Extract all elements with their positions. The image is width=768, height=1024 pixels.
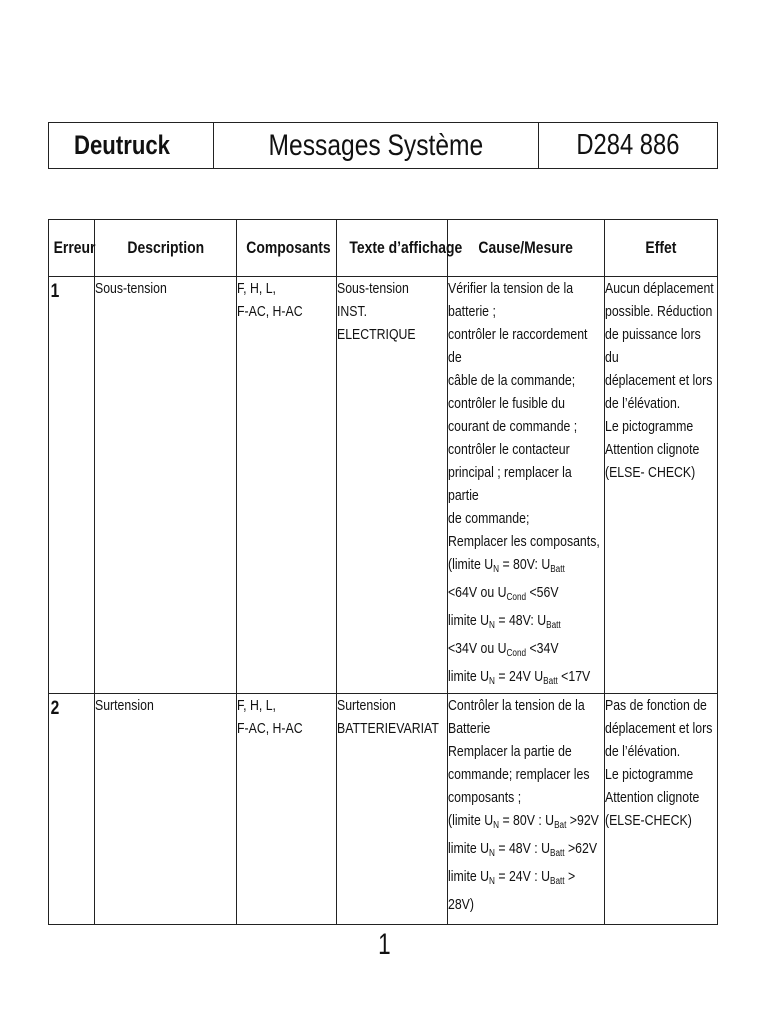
document-title	[214, 123, 539, 169]
subscript: Cond	[506, 648, 527, 659]
description-cell	[95, 277, 237, 694]
cell-line: limite $U_N = 24V$ $U_{Batt} <17V$	[448, 668, 591, 687]
cell-line: Sous-tension	[337, 280, 409, 297]
subscript: Bat	[554, 820, 567, 831]
cell-text	[95, 694, 236, 717]
cell-line: de l’élévation.	[605, 395, 681, 412]
column-header-label: Effet	[645, 238, 677, 257]
page-number	[0, 928, 768, 962]
cell-line: déplacement et lors	[605, 372, 713, 389]
column-header-label: Texte d’affichage	[349, 238, 463, 257]
subscript: N	[489, 620, 495, 631]
cell-text	[605, 694, 717, 832]
cell-line: BATTERIEVARIAT	[337, 720, 439, 737]
cell-line: Remplacer la partie de	[448, 743, 572, 760]
cell-text	[337, 694, 447, 740]
document-header	[48, 122, 718, 169]
column-header-label: Erreur	[53, 238, 96, 257]
cell-line: limite $U_N = 48V$: $U_{Batt}$	[448, 612, 561, 631]
cell-text	[605, 277, 717, 484]
cell-line: <34V ou $U_{Cond} <34V$	[448, 640, 559, 659]
column-header-cause	[448, 220, 605, 277]
cell-line: F, H, L,	[237, 280, 276, 297]
description-cell	[95, 694, 237, 925]
subscript: Cond	[506, 592, 527, 603]
description-text: Sous-tension	[95, 280, 167, 297]
cell-line: possible. Réduction	[605, 303, 713, 320]
error-code-cell	[49, 694, 95, 925]
column-header-description	[95, 220, 237, 277]
cell-line: Le pictogramme	[605, 418, 694, 435]
cell-line: Contrôler la tension de la	[448, 697, 585, 714]
cell-text	[448, 694, 604, 916]
cell-line: Aucun déplacement	[605, 280, 714, 297]
components-cell	[237, 277, 337, 694]
cell-line: contrôler le contacteur	[448, 441, 570, 458]
page-number-text: 1	[377, 928, 391, 961]
cell-text	[237, 694, 336, 740]
cell-line: de l’élévation.	[605, 743, 681, 760]
cell-line: Attention clignote	[605, 441, 700, 458]
subscript: Batt	[546, 620, 561, 631]
cell-text	[237, 277, 336, 323]
document-title-text: Messages Système	[268, 128, 484, 162]
cell-line: contrôler le fusible du	[448, 395, 565, 412]
cell-line: commande; remplacer les	[448, 766, 590, 783]
document-code-text: D284 886	[576, 129, 680, 161]
table-row	[49, 694, 718, 925]
cell-line: Attention clignote	[605, 789, 700, 806]
column-header-label: Composants	[246, 238, 331, 257]
column-header-label: Description	[127, 238, 204, 257]
cell-line: Remplacer les composants,	[448, 533, 600, 550]
display-text-cell	[337, 694, 448, 925]
cell-line: INST. ELECTRIQUE	[337, 303, 416, 343]
cell-line: contrôler le raccordement de	[448, 326, 588, 366]
description-text: Surtension	[95, 697, 154, 714]
cell-line: câble de la commande;	[448, 372, 576, 389]
cell-line: composants ;	[448, 789, 522, 806]
cell-line: de commande;	[448, 510, 530, 527]
cell-line: limite $U_N = 24V$ : $U_{Batt} > 28V$)	[448, 868, 576, 913]
effect-cell	[605, 277, 718, 694]
cell-line: Batterie	[448, 720, 491, 737]
cell-line: limite $U_N = 48V$ : $U_{Batt} >62V$	[448, 840, 598, 859]
cell-text	[337, 277, 447, 346]
subscript: Batt	[549, 848, 565, 859]
subscript: N	[489, 876, 495, 887]
column-header-label: Cause/Mesure	[478, 238, 574, 257]
cell-line: F-AC, H-AC	[237, 303, 303, 320]
table-row	[49, 277, 718, 694]
table-header-row	[49, 220, 718, 277]
document-code	[539, 123, 718, 169]
cause-measure-cell	[448, 277, 605, 694]
column-header-effect	[605, 220, 718, 277]
column-header-error	[49, 220, 95, 277]
cell-line: F-AC, H-AC	[237, 720, 303, 737]
cell-line: (ELSE-CHECK)	[605, 812, 692, 829]
cell-line: déplacement et lors	[605, 720, 713, 737]
cell-line: courant de commande ;	[448, 418, 578, 435]
column-header-display-text	[337, 220, 463, 277]
error-messages-table	[48, 219, 718, 925]
cell-line: principal ; remplacer la partie	[448, 464, 572, 504]
cell-line: Surtension	[337, 697, 396, 714]
subscript: Batt	[550, 564, 565, 575]
error-code: 1	[50, 281, 60, 302]
column-header-components	[237, 220, 337, 277]
cell-line: (limite $U_N = 80V$: $U_{Batt}$	[448, 556, 565, 575]
cell-text	[448, 277, 604, 693]
error-code-cell	[49, 277, 95, 694]
subscript: N	[493, 564, 500, 575]
components-cell	[237, 694, 337, 925]
subscript: N	[489, 676, 495, 687]
cell-line: Pas de fonction de	[605, 697, 707, 714]
cell-line: <64V ou $U_{Cond} <56V$	[448, 584, 559, 603]
display-text-cell	[337, 277, 448, 694]
subscript: N	[493, 820, 500, 831]
error-code: 2	[50, 698, 60, 719]
company-name: Deutruck	[49, 123, 184, 169]
subscript: N	[489, 848, 495, 859]
cell-line: Le pictogramme	[605, 766, 694, 783]
effect-cell	[605, 694, 718, 925]
cell-text	[95, 277, 236, 300]
subscript: Batt	[549, 876, 565, 887]
cell-line: Vérifier la tension de la	[448, 280, 574, 297]
cell-line: de puissance lors du	[605, 326, 701, 366]
cell-line: (ELSE- CHECK)	[605, 464, 696, 481]
cell-line: batterie ;	[448, 303, 496, 320]
cell-line: F, H, L,	[237, 697, 276, 714]
cell-line: (limite $U_N = 80V$ : $U_{Bat} >92V$	[448, 812, 599, 831]
cause-measure-cell	[448, 694, 605, 925]
subscript: Batt	[543, 676, 558, 687]
